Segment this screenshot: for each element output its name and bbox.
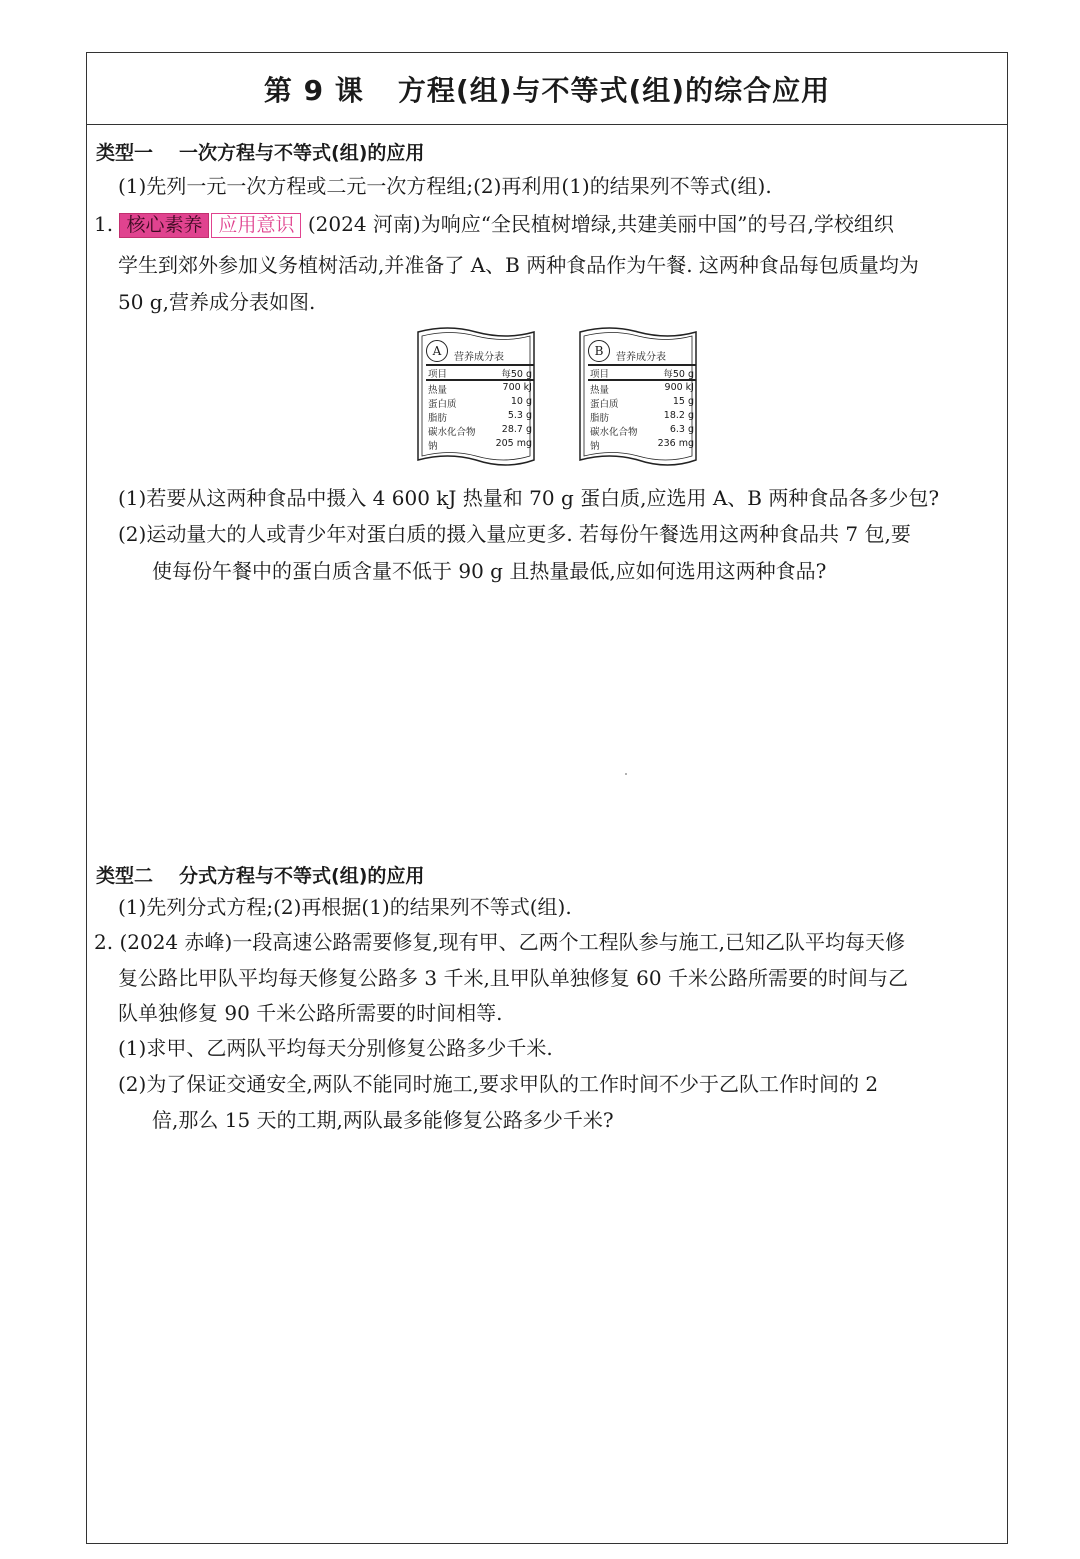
q2-first-line (94, 932, 905, 952)
card-b-head-item: 项目 (590, 369, 610, 380)
lesson-number: 第 9 课 (263, 73, 364, 107)
type2-method: (1)先列分式方程;(2)再根据(1)的结果列不等式(组). (118, 895, 572, 919)
card-a-row: 钠 205 mg (428, 438, 532, 452)
q1-subquestion-1: (1)若要从这两种食品中摄入 4 600 kJ 热量和 70 g 蛋白质,应选用 A、B 两种食品各多少包? (118, 486, 940, 510)
q2-number: 2. (94, 930, 114, 954)
nutrition-card-a (414, 324, 538, 470)
type1-label: 类型一 (96, 142, 154, 164)
scan-speck (625, 773, 627, 775)
card-b-row: 碳水化合物 6.3 g (590, 424, 694, 438)
q1-subquestion-2-line-2: 使每份午餐中的蛋白质含量不低于 90 g 且热量最低,应如何选用这两种食品? (152, 559, 827, 583)
type2-name: 分式方程与不等式(组)的应用 (179, 865, 425, 887)
q1-text-line-3: 50 g,营养成分表如图. (118, 290, 316, 314)
card-b-title: 营养成分表 (616, 352, 666, 363)
card-a-title: 营养成分表 (454, 352, 504, 363)
card-a-head-value: 每50 g (501, 369, 532, 380)
application-awareness-tag: 应用意识 (211, 213, 301, 238)
q2-subquestion-2-line-2: 倍,那么 15 天的工期,两队最多能修复公路多少千米? (152, 1108, 614, 1132)
type1-heading (96, 138, 424, 165)
nutrition-card-b (576, 324, 700, 470)
card-a-header-row (428, 366, 532, 380)
type2-heading (96, 861, 424, 888)
q1-subquestion-2-line-1: (2)运动量大的人或青少年对蛋白质的摄入量应更多. 若每份午餐选用这两种食品共 7 包,要 (118, 522, 911, 546)
card-b-badge: B (588, 340, 610, 362)
card-a-head-item: 项目 (428, 369, 448, 380)
card-b-row: 热量 900 kJ (590, 382, 694, 396)
q2-text-line-1: (2024 赤峰)一段高速公路需要修复,现有甲、乙两个工程队参与施工,已知乙队平均每天修 (119, 930, 906, 954)
q2-subquestion-2-line-1: (2)为了保证交通安全,两队不能同时施工,要求甲队的工作时间不少于乙队工作时间的 2 (118, 1072, 879, 1096)
type2-label: 类型二 (96, 865, 154, 887)
page-title (87, 53, 1007, 125)
q2-text-line-3: 队单独修复 90 千米公路所需要的时间相等. (118, 1001, 503, 1025)
q1-text-line-1: (2024 河南)为响应“全民植树增绿,共建美丽中国”的号召,学校组织 (307, 212, 894, 236)
card-a-row: 热量 700 kJ (428, 382, 532, 396)
q1-number: 1. (94, 212, 114, 236)
q2-subquestion-1: (1)求甲、乙两队平均每天分别修复公路多少千米. (118, 1036, 553, 1060)
card-a-row: 脂肪 5.3 g (428, 410, 532, 424)
q2-text-line-2: 复公路比甲队平均每天修复公路多 3 千米,且甲队单独修复 60 千米公路所需要的时间与乙 (118, 966, 908, 990)
card-a-row: 蛋白质 10 g (428, 396, 532, 410)
card-b-head-value: 每50 g (663, 369, 694, 380)
type1-name: 一次方程与不等式(组)的应用 (179, 142, 425, 164)
card-b-row: 脂肪 18.2 g (590, 410, 694, 424)
card-b-header-row (590, 366, 694, 380)
core-literacy-tag: 核心素养 (119, 213, 209, 238)
q1-first-line (94, 213, 894, 238)
type1-method: (1)先列一元一次方程或二元一次方程组;(2)再利用(1)的结果列不等式(组). (118, 174, 772, 198)
card-b-row: 钠 236 mg (590, 438, 694, 452)
card-a-row: 碳水化合物 28.7 g (428, 424, 532, 438)
q1-text-line-2: 学生到郊外参加义务植树活动,并准备了 A、B 两种食品作为午餐. 这两种食品每包质量均为 (118, 253, 919, 277)
lesson-topic: 方程(组)与不等式(组)的综合应用 (397, 73, 831, 107)
card-a-badge: A (426, 340, 448, 362)
card-b-row: 蛋白质 15 g (590, 396, 694, 410)
